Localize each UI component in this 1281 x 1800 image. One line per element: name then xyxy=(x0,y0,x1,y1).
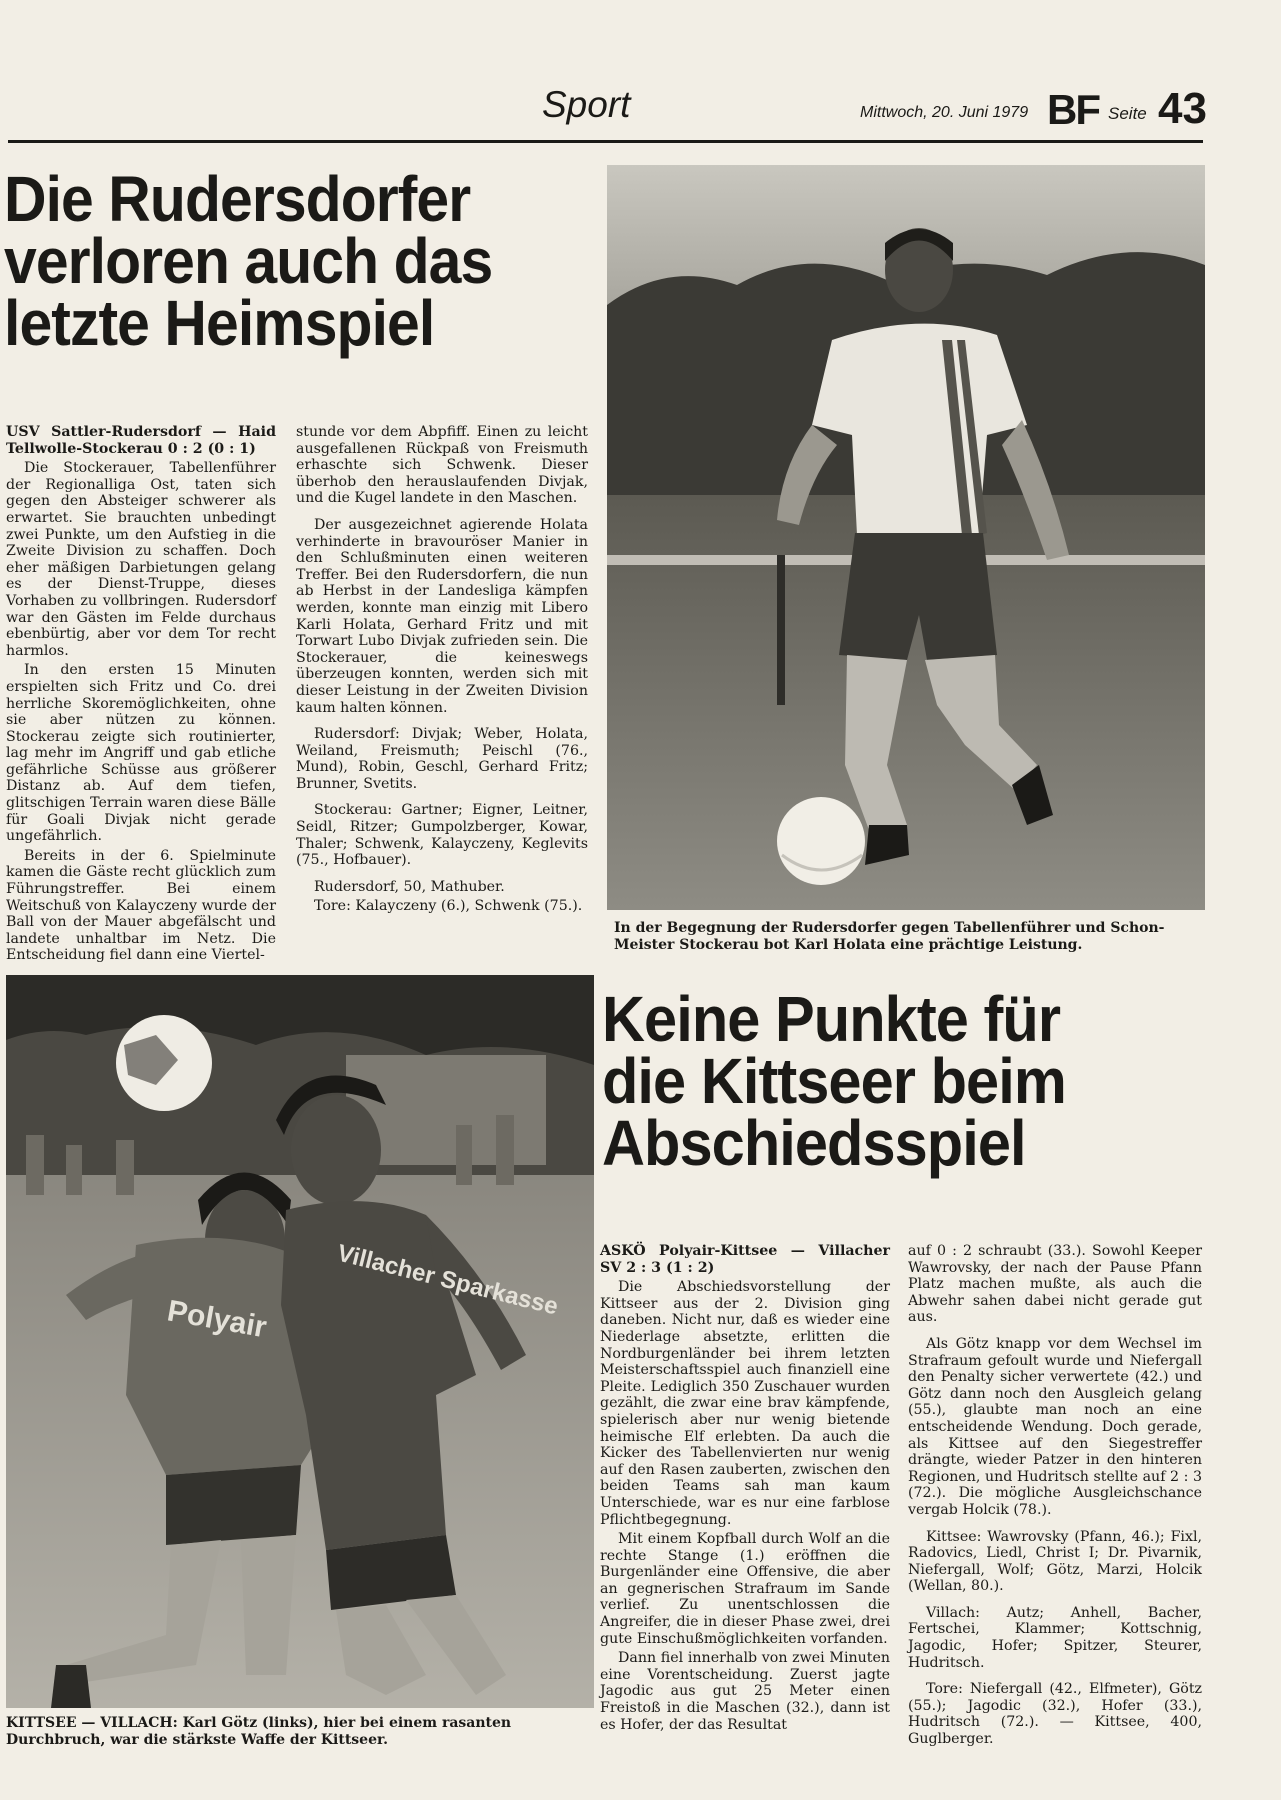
paragraph: Die Abschiedsvorstellung der Kittseer aus der 2. Division ging daneben. Nicht nur, daß es wieder eine Niederlage absetzte, erlitten die Nordburgenländer bei ihrem letzten Meisterschaftsspiel auch finanziell eine Pleite. Lediglich 350 Zuschauer wurden gezählt, die zwar eine brav kämpfende, spielerisch aber nur wenig bietende heimische Elf erlebten. Da auch die Kicker des Tabellenvierten nur wenig auf den Rasen zauberten, zwischen den beiden Teams sah man kaum Unterschiede, war es nur eine farblose Pflichtbegegnung. xyxy=(600,1279,890,1528)
paragraph: Dann fiel innerhalb von zwei Minuten eine Vorentscheidung. Zuerst jagte Jagodic aus gut 25 Meter einen Freistoß in die Maschen (32.), dann ist es Hofer, der das Resultat xyxy=(600,1650,890,1733)
headline-line: die Kittseer beim xyxy=(602,1045,1066,1117)
photo1-caption: In der Begegnung der Rudersdorfer gegen Tabellenführer und Schon-Meister Stockerau bot Karl Holata eine prächtige Leistung. xyxy=(614,920,1165,953)
lineup-villach: Villach: Autz; Anhell, Bacher, Fertschei, Klammer; Kottschnig, Jagodic, Hofer; Spitzer, Steurer, Hudritsch. xyxy=(908,1604,1202,1671)
paragraph: auf 0 : 2 schraubt (33.). Sowohl Keeper Wawrovsky, der nach der Pause Pfann Platz machen mußte, als auch die Abwehr sahen dabei nicht gerade gut aus. xyxy=(908,1243,1202,1326)
match-info: Rudersdorf, 50, Mathuber. xyxy=(314,878,505,895)
photo-goetz xyxy=(6,975,594,1708)
paragraph: In den ersten 15 Minuten erspielten sich Fritz und Co. drei herrliche Skoremöglichkeiten, ohne sie aber nützen zu können. Stockerau zeigte sich routinierter, lag mehr im Angriff und gab etliche gefährliche Schüsse aus größerer Distanz ab. Auf dem tiefen, glitschigen Terrain waren diese Bälle für Goali Divjak nicht gerade ungefährlich. xyxy=(6,662,276,845)
photo-holata xyxy=(607,165,1205,910)
paragraph: Der ausgezeichnet agierende Holata verhinderte in bravouröser Manier in den Schlußminuten einen weiteren Treffer. Bei den Rudersdorfern, die nun ab Herbst in der Landesliga kämpfen werden, konnte man einzig mit Libero Karli Holata, Gerhard Fritz und mit Torwart Lubo Divjak zufrieden sein. Die Stockerauer, die keineswegs überzeugen konnten, werden sich mit dieser Leistung in der Zweiten Division kaum halten können. xyxy=(296,516,588,716)
article1-column-1 xyxy=(6,424,276,967)
article2-headline xyxy=(602,983,1066,1179)
headline-line: Keine Punkte für xyxy=(602,983,1061,1055)
jersey-text-sparkasse: Villacher Sparkasse xyxy=(334,1239,561,1321)
header-rule xyxy=(8,140,1203,143)
article1-headline xyxy=(4,163,493,359)
headline-line: letzte Heimspiel xyxy=(4,287,435,359)
paragraph: stunde vor dem Abpfiff. Einen zu leicht ausgefallenen Rückpaß von Freismuth erhaschte sich Schwenk. Dieser überhob den herauslaufenden Divjak, und die Kugel landete in den Maschen. xyxy=(296,424,588,507)
paragraph: Die Stockerauer, Tabellenführer der Regionalliga Ost, taten sich gegen den Absteiger schwerer als erwartet. Sie brauchten unbedingt zwei Punkte, um den Aufstieg in die Zweite Division zu schaffen. Doch eher mäßigen Darbietungen gelang es der Dienst-Truppe, dieses Vorhaben zu vollbringen. Rudersdorf war den Gästen im Felde durchaus ebenbürtig, aber vor dem Tor recht harmlos. xyxy=(6,460,276,659)
player-photo-illustration xyxy=(607,165,1205,910)
lineup-rudersdorf: Rudersdorf: Divjak; Weber, Holata, Weiland, Freismuth; Peischl (76., Mund), Robin, Geschl, Gerhard Fritz; Brunner, Svetits. xyxy=(296,726,588,792)
article1-column-2 xyxy=(296,424,588,918)
match-result: USV Sattler-Rudersdorf — Haid Tellwolle-Stockerau 0 : 2 (0 : 1) xyxy=(6,424,276,457)
page-number: 43 xyxy=(1158,84,1207,133)
paragraph: Mit einem Kopfball durch Wolf an die rechte Stange (1.) eröffnen die Burgenländer eine Offensive, die aber an gegnerischen Strafraum im Sande verlief. Zu unentschlossen die Angreifer, die in dieser Phase zwei, drei gute Einschußmöglichkeiten vorfanden. xyxy=(600,1531,890,1647)
lineup-kittsee: Kittsee: Wawrovsky (Pfann, 46.); Fixl, Radovics, Liedl, Christ I; Dr. Pivarnik, Niefergall, Wolf; Götz, Marzi, Holcik (Wellan, 80.). xyxy=(908,1528,1202,1595)
goals: Tore: Niefergall (42., Elfmeter), Götz (55.); Jagodic (32.), Hofer (33.), Hudritsch (72.). — Kittsee, 400, Guglberger. xyxy=(908,1681,1202,1748)
headline-line: verloren auch das xyxy=(4,225,493,297)
goals: Tore: Kalayczeny (6.), Schwenk (75.). xyxy=(314,898,583,915)
issue-date: Mittwoch, 20. Juni 1979 xyxy=(860,104,1029,121)
article2-column-1 xyxy=(600,1243,890,1736)
match-photo-illustration xyxy=(6,975,594,1708)
jersey-text-polyair: Polyair xyxy=(164,1294,270,1345)
photo2-caption: KITTSEE — VILLACH: Karl Götz (links), hier bei einem rasanten Durchbruch, war die stärkste Waffe der Kittseer. xyxy=(6,1715,512,1748)
headline-line: Die Rudersdorfer xyxy=(4,163,471,235)
page-label: Seite xyxy=(1108,104,1147,123)
lineup-stockerau: Stockerau: Gartner; Eigner, Leitner, Seidl, Ritzer; Gumpolzberger, Kowar, Thaler; Schwenk, Kalayczeny, Keglevits (75., Hofbauer). xyxy=(296,802,588,869)
section-title: Sport xyxy=(542,84,631,125)
article2-column-2 xyxy=(908,1243,1202,1751)
paragraph: Als Götz knapp vor dem Wechsel im Strafraum gefoult wurde und Niefergall den Penalty sicher verwertete (42.) und Götz dann noch den Ausgleich gelang (55.), glaubte man noch an eine entscheidende Wendung. Doch gerade, als Kittsee auf den Siegestreffer drängte, wieder Patzer in den hinteren Regionen, und Hudritsch stellte auf 2 : 3 (72.). Die mögliche Ausgleichschance vergab Holcik (78.). xyxy=(908,1335,1202,1518)
newspaper-logo: BF xyxy=(1047,86,1099,133)
headline-line: Abschiedsspiel xyxy=(602,1107,1026,1179)
match-result: ASKÖ Polyair-Kittsee — Villacher SV 2 : 3 (1 : 2) xyxy=(600,1243,890,1276)
paragraph: Bereits in der 6. Spielminute kamen die Gäste recht glücklich zum Führungstreffer. Bei einem Weitschuß von Kalayczeny wurde der Ball von der Mauer abgefälscht und landete unhaltbar im Netz. Die Entscheidung fiel dann eine Viertel- xyxy=(6,847,276,964)
